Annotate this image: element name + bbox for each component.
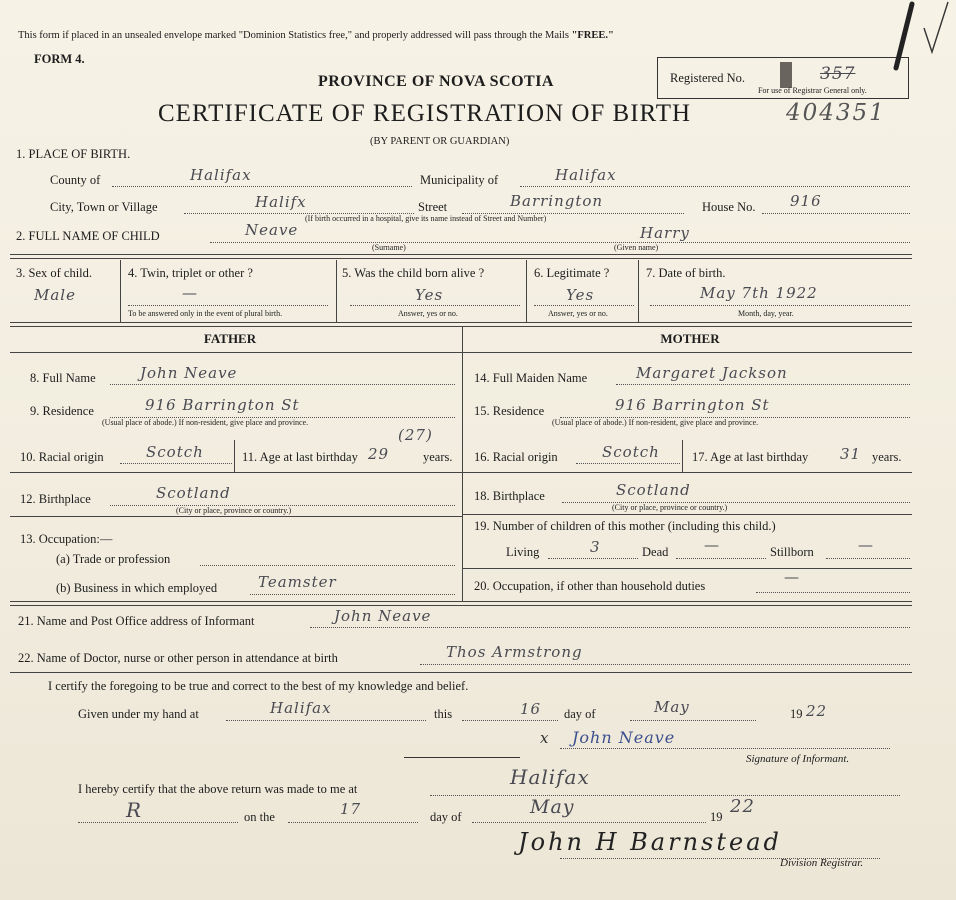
father-age-value: 29 <box>368 445 390 463</box>
dead-label: Dead <box>642 545 669 559</box>
return-year-value: 22 <box>730 796 755 817</box>
county-value: Halifax <box>190 166 252 184</box>
hospital-note: (If birth occurred in a hospital, give its name instead of Street and Number) <box>305 214 547 223</box>
municipality-label: Municipality of <box>420 173 499 187</box>
given-note: (Given name) <box>614 243 659 252</box>
alive-note: Answer, yes or no. <box>398 309 458 318</box>
given-place-value: Halifax <box>270 699 332 717</box>
page-title: CERTIFICATE OF REGISTRATION OF BIRTH <box>158 100 692 127</box>
given-month-value: May <box>654 698 690 716</box>
on-the-label: on the <box>244 810 275 824</box>
street-value: Barrington <box>510 192 604 210</box>
city-value: Halifx <box>255 193 307 211</box>
mother-race-label: 16. Racial origin <box>474 450 558 464</box>
sex-value: Male <box>34 286 76 304</box>
stamp-number: 404351 <box>786 100 886 126</box>
tick-mark-icon <box>890 0 956 80</box>
father-years: years. <box>423 450 453 464</box>
father-race-label: 10. Racial origin <box>20 450 104 464</box>
child-name-label: 2. FULL NAME OF CHILD <box>16 229 160 243</box>
father-birthplace-value: Scotland <box>156 484 231 502</box>
mother-name-value: Margaret Jackson <box>636 364 788 382</box>
alive-label: 5. Was the child born alive ? <box>342 266 485 280</box>
street-label: Street <box>418 200 448 214</box>
page-subtitle: (BY PARENT OR GUARDIAN) <box>370 136 510 147</box>
dob-value: May 7th 1922 <box>700 284 818 302</box>
father-age-label: 11. Age at last birthday <box>242 450 358 464</box>
mother-residence-value: 916 Barrington St <box>615 396 770 414</box>
year-prefix: 19 <box>790 707 803 721</box>
certify-text: I certify the foregoing to be true and correct to the best of my knowledge and belief. <box>48 679 469 693</box>
mother-residence-label: 15. Residence <box>474 404 545 418</box>
child-surname: Neave <box>245 221 299 239</box>
doctor-value: Thos Armstrong <box>446 643 583 661</box>
given-label: Given under my hand at <box>78 707 199 721</box>
return-day-of-label: day of <box>430 810 462 824</box>
registrar-use-note: For use of Registrar General only. <box>758 86 867 95</box>
place-heading: 1. PLACE OF BIRTH. <box>16 147 131 161</box>
return-prefix-value: R <box>126 798 143 822</box>
father-name-value: John Neave <box>140 364 238 382</box>
father-birthplace-note: (City or place, province or country.) <box>176 506 292 515</box>
return-place-value: Halifax <box>510 765 590 789</box>
registered-label: Registered No. <box>670 71 745 85</box>
registered-value: 357 <box>820 64 856 84</box>
alive-value: Yes <box>415 286 444 304</box>
sex-label: 3. Sex of child. <box>16 266 93 280</box>
mother-age-value: 31 <box>840 445 862 463</box>
signature-label: Signature of Informant. <box>746 753 850 765</box>
living-label: Living <box>506 545 540 559</box>
mother-years: years. <box>872 450 902 464</box>
child-given-name: Harry <box>640 224 690 242</box>
mother-race-value: Scotch <box>602 443 660 461</box>
city-label: City, Town or Village <box>50 200 158 214</box>
father-residence-note: (Usual place of abode.) If non-resident, give place and province. <box>102 418 309 427</box>
informant-value: John Neave <box>334 607 432 625</box>
father-birthplace-label: 12. Birthplace <box>20 492 91 506</box>
legitimate-value: Yes <box>566 286 595 304</box>
father-residence-value: 916 Barrington St <box>145 396 300 414</box>
stillborn-label: Stillborn <box>770 545 814 559</box>
province-heading: PROVINCE OF NOVA SCOTIA <box>318 73 554 90</box>
return-year-prefix: 19 <box>710 810 723 824</box>
registrar-label: Division Registrar. <box>780 857 864 869</box>
given-day-value: 16 <box>520 700 542 718</box>
given-year-value: 22 <box>806 702 828 720</box>
father-heading: FATHER <box>203 331 257 346</box>
legitimate-label: 6. Legitimate ? <box>534 266 610 280</box>
house-label: House No. <box>702 200 756 214</box>
living-value: 3 <box>590 538 601 556</box>
father-business-label: (b) Business in which employed <box>56 581 218 595</box>
mother-occupation-label: 20. Occupation, if other than household duties <box>474 579 706 593</box>
dob-note: Month, day, year. <box>738 309 794 318</box>
municipality-value: Halifax <box>555 166 617 184</box>
stamp-mark <box>780 62 792 88</box>
mother-children-label: 19. Number of children of this mother (including this child.) <box>474 519 776 533</box>
registrar-signature: John H Barnstead <box>518 828 782 856</box>
this-label: this <box>434 707 453 721</box>
surname-note: (Surname) <box>372 243 406 252</box>
return-label: I hereby certify that the above return was made to me at <box>78 782 358 796</box>
mother-heading: MOTHER <box>660 331 720 346</box>
father-name-label: 8. Full Name <box>30 371 96 385</box>
father-race-value: Scotch <box>146 443 204 461</box>
father-trade-label: (a) Trade or profession <box>56 552 171 566</box>
return-day-value: 17 <box>340 800 362 818</box>
twin-label: 4. Twin, triplet or other ? <box>128 266 253 280</box>
day-of-label: day of <box>564 707 596 721</box>
doctor-label: 22. Name of Doctor, nurse or other person in attendance at birth <box>18 651 338 665</box>
father-age-correction: (27) <box>398 426 433 444</box>
father-occupation-label: 13. Occupation:— <box>20 532 113 546</box>
form-number: FORM 4. <box>34 52 85 66</box>
county-label: County of <box>50 173 101 187</box>
signature-mark: x <box>540 729 550 747</box>
house-value: 916 <box>790 192 822 210</box>
dead-value: — <box>704 536 720 554</box>
father-residence-label: 9. Residence <box>30 404 94 418</box>
registered-number-box <box>657 57 909 99</box>
informant-label: 21. Name and Post Office address of Informant <box>18 614 255 628</box>
dob-label: 7. Date of birth. <box>646 266 726 280</box>
mother-birthplace-value: Scotland <box>616 481 691 499</box>
mother-age-label: 17. Age at last birthday <box>692 450 809 464</box>
return-month-value: May <box>530 796 575 818</box>
mother-name-label: 14. Full Maiden Name <box>474 371 588 385</box>
mother-residence-note: (Usual place of abode.) If non-resident, give place and province. <box>552 418 759 427</box>
mother-birthplace-note: (City or place, province or country.) <box>612 503 728 512</box>
informant-signature: John Neave <box>572 728 676 747</box>
mother-occupation-value: — <box>784 568 800 586</box>
stillborn-value: — <box>858 536 874 554</box>
twin-value: — <box>182 284 198 302</box>
mail-note: This form if placed in an unsealed envelope marked "Dominion Statistics free," and properly addressed will pass through the Mails "FREE." <box>18 30 614 41</box>
twin-note: To be answered only in the event of plural birth. <box>128 309 283 318</box>
mother-birthplace-label: 18. Birthplace <box>474 489 545 503</box>
legitimate-note: Answer, yes or no. <box>548 309 608 318</box>
father-business-value: Teamster <box>258 573 337 591</box>
